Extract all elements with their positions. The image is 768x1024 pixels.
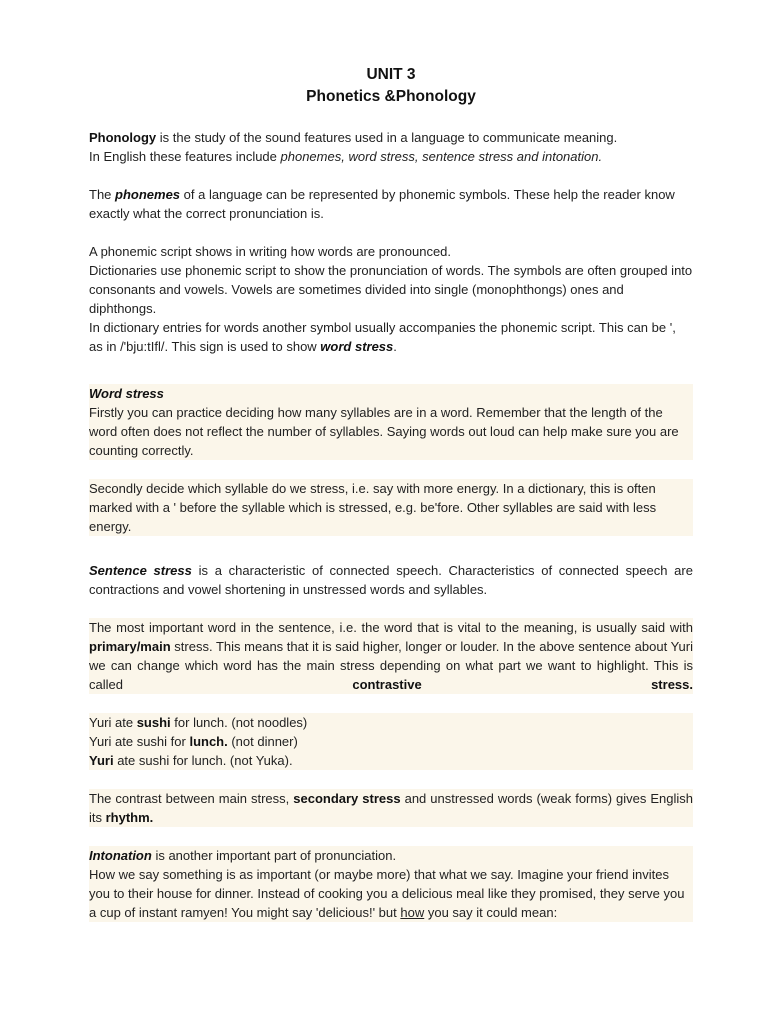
unit-heading: UNIT 3 [366, 66, 416, 83]
example-line: Yuri ate sushi for lunch. (not Yuka). [89, 753, 293, 768]
emphasis-how: how [400, 905, 425, 920]
features-list: phonemes, word stress, sentence stress and intonation [280, 149, 599, 164]
term-phonology: Phonology [89, 130, 157, 145]
example-line: Yuri ate sushi for lunch. (not dinner) [89, 734, 298, 749]
term-intonation: Intonation [89, 848, 152, 863]
word-stress-para-1: Firstly you can practice deciding how many syllables are in a word. Remember that the length of the word often does not reflect the number of syllables. Saying words out loud can help make sure you are counting correctly. [89, 403, 693, 460]
rhythm-paragraph: The contrast between main stress, secondary stress and unstressed words (weak forms) gives English its rhythm. [89, 791, 694, 825]
page-title: Phonetics &Phonology [306, 88, 476, 105]
term-primary-main: primary/main [89, 639, 171, 654]
word-stress-para-2: Secondly decide which syllable do we stress, i.e. say with more energy. In a dictionary, this is often marked with a ' before the syllable which is stressed, e.g. be'fore. Other syllables are said with less energy. [89, 479, 693, 536]
intro-paragraph: Phonology is the study of the sound features used in a language to communicate meaning. In English these features include phonemes, word stress, sentence stress and intonation. [89, 130, 618, 164]
phonemes-paragraph: The phonemes of a language can be represented by phonemic symbols. These help the reader know exactly what the correct pronunciation is. [89, 187, 675, 221]
word-stress-section [89, 384, 693, 536]
term-sentence-stress: Sentence stress [89, 563, 192, 578]
main-stress-paragraph: The most important word in the sentence, i.e. the word that is vital to the meaning, is usually said with primary/main stress. This means that it is said higher, longer or louder. In the above sentence about Yuri we can change which word has the main stress depending on what part we want to highlight. This is called contrastive stress. [89, 620, 693, 692]
word-stress-heading: Word stress [89, 384, 693, 403]
sentence-stress-paragraph: Sentence stress is a characteristic of connected speech. Characteristics of connected speech are contractions and vowel shortening in unstressed words and syllables. [89, 563, 693, 597]
intonation-paragraph: Intonation is another important part of pronunciation. How we say something is as important (or maybe more) that what we say. Imagine your friend invites you to their house for dinner. Instead of cooking you a delicious meal like they promised, they serve you a cup of instant ramyen! You might say 'delicious!' but how you say it could mean: [89, 846, 693, 922]
document-title [89, 64, 693, 108]
term-secondary-stress: secondary stress [293, 791, 401, 806]
examples-block [89, 713, 693, 770]
term-word-stress: word stress [320, 339, 394, 354]
term-rhythm: rhythm. [105, 810, 154, 825]
example-line: Yuri ate sushi for lunch. (not noodles) [89, 715, 308, 730]
phonemic-script-paragraph: A phonemic script shows in writing how words are pronounced. Dictionaries use phonemic script to show the pronunciation of words. The symbols are often grouped into consonants and vowels. Vowels are sometimes divided into single (monophthongs) ones and diphthongs. In dictionary entries for words another symbol usually accompanies the phonemic script. This can be ', as in /'bju:tIfl/. This sign is used to show word stress. [89, 244, 693, 354]
term-phonemes: phonemes [115, 187, 181, 202]
term-contrastive-stress: contrastive stress. [352, 677, 693, 692]
